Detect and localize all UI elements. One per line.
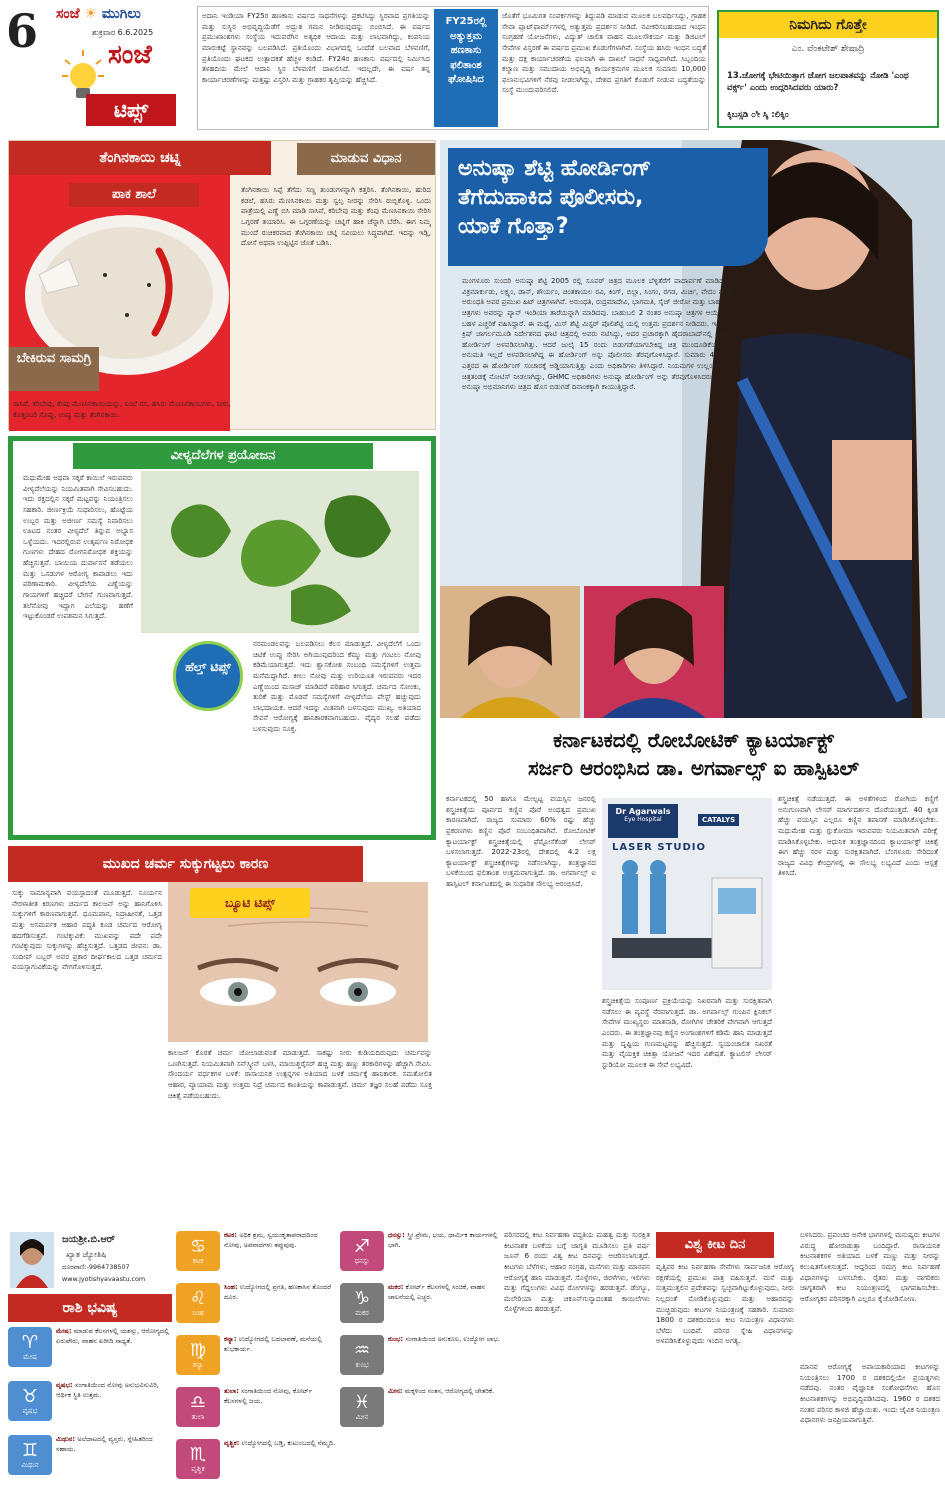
chutney-section	[8, 140, 436, 430]
astrologer-box	[8, 1230, 174, 1290]
zodiac-name: ವೃಶ್ಚಿಕ	[191, 1464, 205, 1473]
rasi-body: ಮಕ್ಕಳಿಂದ ಸಂತಸ, ಆರೋಗ್ಯದಲ್ಲಿ ಚೇತರಿಕೆ.	[404, 1387, 495, 1395]
rasi-text	[224, 1283, 336, 1331]
chutney-method: ತೆಂಗಿನಕಾಯಿ ಸಿಪ್ಪೆ ತೆಗೆದು ಸಣ್ಣ ತುಂಡುಗಳನ್ನಾಗಿ ಕತ್ತರಿಸಿ. ತೆಂಗಿನಕಾಯಿ, ಹುರಿದ ಕಡಲೆ, ಹಸಿರು ಮೆಣಸಿನಕಾಯಿ ಮತ್ತು ಸ್ವಲ್ಪ ನೀರನ್ನು ಸೇರಿಸಿ ರುಬ್ಬಿಕೊಳ್ಳಿ. ಒಂದು ಪಾತ್ರೆಯಲ್ಲಿ ಎಣ್ಣೆ ಬಿಸಿ ಮಾಡಿ ಸಾಸಿವೆ, ಕರಿಬೇವು ಮತ್ತು ಕೆಂಪು ಮೆಣಸಿನಕಾಯಿ ಸೇರಿಸಿ ಒಗ್ಗರಣೆ ತಯಾರಿಸಿ. ಈ ಒಗ್ಗರಣೆಯನ್ನು ಚಟ್ನಿಗೆ ಹಾಕಿ ಚೆನ್ನಾಗಿ ಬೆರೆಸಿ. ಈಗ ನಿಮ್ಮ ಮುಂದೆ ರುಚಿಕರವಾದ ತೆಂಗಿನಕಾಯಿ ಚಟ್ನಿ ಸವಿಯಲು ಸಿದ್ಧವಾಗಿದೆ. ಇದನ್ನು ಇಡ್ಲಿ, ದೋಸೆ ಅಥವಾ ಉಪ್ಪಿಟ್ಟಿನ ಜೊತೆ ಬಡಿಸಿ.	[241, 185, 431, 248]
quiz-box	[717, 10, 939, 128]
zodiac-name: ಮೀನ	[355, 1412, 369, 1421]
zodiac-name: ವೃಷಭ	[22, 1406, 38, 1415]
zodiac-icon	[176, 1439, 220, 1479]
anushka-section	[440, 140, 945, 718]
zodiac-name: ತುಲಾ	[191, 1412, 205, 1421]
rasi-label: ಮಿಥುನ:	[56, 1435, 78, 1443]
astrologer-photo	[10, 1232, 54, 1288]
zodiac-glyph: ♎	[189, 1391, 207, 1413]
betel-title: ವೀಳ್ಯದೆಲೆಗಳ ಪ್ರಯೋಜನ	[73, 443, 373, 469]
pest-section	[504, 1230, 945, 1491]
astrologer-name: ಜಯಶ್ರೀ.ಬಿ.ಆರ್	[62, 1234, 115, 1245]
laser-studio-label: LASER STUDIO	[612, 842, 706, 853]
rasi-label: ಮೇಷ:	[56, 1327, 74, 1335]
zodiac-name: ಮಿಥುನ	[21, 1460, 39, 1469]
rasi-item	[176, 1230, 338, 1280]
zodiac-icon	[8, 1327, 52, 1367]
chutney-ingredients: ಸಾಸಿವೆ, ಕರಿಬೇವು, ಕೆಂಪು ಮೆಣಸಿನಕಾಯಿಯನ್ನು, ನಿಂಬೆ ರಸ, ಹಸಿರು ಮೆಣಸಿನಕಾಯಿಗಳು, ನೀರು, ಕೊತ್ತಂಬರಿ ಸೊಪ್ಪು, ಉಪ್ಪು ಮತ್ತು ತೆಂಗಿನಕಾಯಿ.	[13, 399, 231, 419]
skin-title: ಮುಖದ ಚರ್ಮ ಸುಕ್ಕುಗಟ್ಟಲು ಕಾರಣ	[8, 846, 363, 882]
quiz-answer: ಕ್ಕಿಬಸ್ಸಡಿ ೦ೀ ಸ್ಕಿ :ಲಿಕ್ಕಿಂ	[727, 110, 789, 120]
rasi-text	[56, 1327, 172, 1377]
rasi-body: ಉದ್ಯೋಗದಲ್ಲಿ ಬದಲಾವಣೆ, ಮನೆಯಲ್ಲಿ ಶುಭಕಾರ್ಯ.	[224, 1335, 322, 1353]
rasi-label: ಕುಂಭ:	[388, 1335, 406, 1343]
rasi-label: ಧನಸ್ಸು:	[388, 1231, 408, 1239]
pest-title: ವಿಶ್ವ ಕೀಟ ದಿನ	[656, 1232, 774, 1258]
rasi-text	[388, 1283, 500, 1331]
rasi-body: ಕೋರ್ಟ್ ಕೆಲಸಗಳಲ್ಲಿ ಸಂಚಿಕೆ, ವಾಹನ ಚಾಲನೆಯಲ್ಲಿ ಎಚ್ಚರ.	[388, 1283, 486, 1301]
agarwal-col2: ಶಸ್ತ್ರಚಿಕಿತ್ಸೆಯ ಸಂಪೂರ್ಣ ಪ್ರಕ್ರಿಯೆಯನ್ನು ನಿಖರವಾಗಿ ಮತ್ತು ಸುರಕ್ಷಿತವಾಗಿ ನಡೆಸಲು ಈ ವ್ಯವಸ್ಥೆ ನೆರವಾಗುತ್ತದೆ. ಡಾ. ಅಗರ್ವಾಲ್ಸ್ ಗುಂಪಿನ ಕ್ಲಿನಿಕಲ್ ಸೇವೆಗಳ ಮುಖ್ಯಸ್ಥರು ಮಾತನಾಡಿ, ರೋಗಿಗಳ ಚೇತರಿಕೆ ವೇಗವಾಗಿ ಆಗುತ್ತದೆ ಎಂದರು. ಈ ತಂತ್ರಜ್ಞಾನವು ಕಣ್ಣಿನ ಅಂಗಾಂಶಗಳಿಗೆ ಕಡಿಮೆ ಹಾನಿ ಮಾಡುತ್ತದೆ ಮತ್ತು ದೃಷ್ಟಿಯ ಗುಣಮಟ್ಟವನ್ನು ಹೆಚ್ಚಿಸುತ್ತದೆ. ಸ್ವಯಂಚಾಲಿತ ನಿಖರತೆ ಮತ್ತು ವೈಯಕ್ತಿಕ ಚಿಕಿತ್ಸಾ ಯೋಜನೆ ಇದರ ವಿಶೇಷತೆ. ಕ್ಯಾಟಲಿಸ್ ಲೇಸರ್ ಸ್ಟುಡಿಯೋ ಮೂಲಕ ಈ ಸೇವೆ ಲಭ್ಯವಿದೆ.	[602, 996, 772, 1069]
rasi-item	[8, 1380, 174, 1432]
agarwal-headline	[446, 726, 941, 782]
rasi-text	[388, 1335, 500, 1383]
kitchen-label: ಪಾಕ ಶಾಲೆ	[69, 183, 199, 207]
ingredients-label: ಬೇಕಿರುವ ಸಾಮಗ್ರಿ	[9, 347, 99, 391]
zodiac-glyph: ♒	[353, 1339, 371, 1361]
zodiac-icon	[340, 1335, 384, 1375]
zodiac-glyph: ♈	[21, 1331, 39, 1353]
rasi-body: ಉದ್ಯೋಗದಲ್ಲಿ ಪ್ರಗತಿ, ಹಣಕಾಸಿನ ತೊಂದರೆ ದೂರ.	[224, 1283, 331, 1301]
rasi-body: ಮಾಡುವ ಕೆಲಸಗಳಲ್ಲಿ ಯಶಸ್ಸು, ಆರೋಗ್ಯದಲ್ಲಿ ಏರುಪೇರು, ವಾಹನ ಖರೀದಿ ಸಾಧ್ಯತೆ.	[56, 1327, 170, 1345]
sun-icon: ☀	[84, 6, 98, 22]
zodiac-icon	[176, 1387, 220, 1427]
paper-name: ಸಂಜೆ ☀ ಮುಗಿಲು	[56, 6, 141, 22]
rasi-item	[340, 1386, 502, 1436]
rasi-heading: ರಾಶಿ ಭವಿಷ್ಯ	[8, 1294, 172, 1322]
method-tag: ಮಾಡುವ ವಿಧಾನ	[297, 143, 435, 175]
agarwal-photo	[602, 798, 772, 990]
zodiac-glyph: ♑	[353, 1287, 371, 1309]
anushka-headline-line2: ತೆಗೆದುಹಾಕಿದ ಪೊಲೀಸರು,	[458, 185, 644, 211]
zodiac-icon	[176, 1335, 220, 1375]
zodiac-icon	[8, 1381, 52, 1421]
agarwal-col1: ಕರ್ನಾಟಕದಲ್ಲಿ 50 ಹಾಗೂ ಮೇಲ್ಪಟ್ಟ ವಯಸ್ಸಿನ ಜನರಲ್ಲಿ ಶಸ್ತ್ರಚಿಕಿತ್ಸೆಯ ಪೂರ್ವದ ಕಣ್ಣಿನ ಪೊರೆ ಅಂಧತ್ವದ ಪ್ರಮುಖ ಕಾರಣವಾಗಿದೆ. ರಾಜ್ಯದ ಸುಮಾರು 60% ರಷ್ಟು ಹೆಚ್ಚು ಪ್ರಕರಣಗಳು ಕಣ್ಣಿನ ಪೊರೆ ಸಂಬಂಧಿತವಾಗಿವೆ. ರೋಬೋಟಿಕ್ ಕ್ಯಾಟರ್ಯಾಕ್ಟ್ ಶಸ್ತ್ರಚಿಕಿತ್ಸೆಯಲ್ಲಿ ಫೆಮ್ಟೋಸೆಕೆಂಡ್ ಲೇಸರ್ ಬಳಸಲಾಗುತ್ತದೆ. 2022-23ರಲ್ಲಿ ದೇಶದಲ್ಲಿ 4.2 ಲಕ್ಷ ಕ್ಯಾಟರ್ಯಾಕ್ಟ್ ಶಸ್ತ್ರಚಿಕಿತ್ಸೆಗಳನ್ನು ನಡೆಸಲಾಗಿದ್ದು, ತಂತ್ರಜ್ಞಾನದ ಬಳಕೆಯಿಂದ ಫಲಿತಾಂಶ ಉತ್ತಮವಾಗುತ್ತಿದೆ. ಡಾ. ಅಗರ್ವಾಲ್ಸ್ ಐ ಹಾಸ್ಪಿಟಲ್ ಕರ್ನಾಟಕದಲ್ಲಿ ಈ ಸುಧಾರಿತ ಸೌಲಭ್ಯ ಆರಂಭಿಸಿದೆ.	[446, 794, 596, 889]
zodiac-name: ಕಟಕ	[192, 1256, 204, 1265]
rasi-item	[8, 1434, 174, 1486]
top-story-headline: FY25ರಲ್ಲಿ ಅತ್ಯುತ್ತಮ ಹಣಕಾಸು ಫಲಿತಾಂಶ ಘೋಷಿಸಿದ	[434, 9, 498, 127]
zodiac-name: ಕುಂಭ	[355, 1360, 369, 1369]
anushka-headline-line3: ಯಾಕೆ ಗೊತ್ತಾ?	[458, 214, 569, 240]
rasi-body: ಸ್ತ್ರೀ ಪ್ರೇಮ, ಭಯ, ಧಾರ್ಮಿಕ ಕಾರ್ಯಗಳಲ್ಲಿ ಭಾಗಿ.	[388, 1231, 498, 1249]
zodiac-icon	[340, 1387, 384, 1427]
rasi-body: ಅಲೆದಾಟದಲ್ಲಿ ವ್ಯಸ್ತರು, ಸ್ನೇಹಿತರಿಂದ ಸಹಾಯ.	[56, 1435, 153, 1453]
zodiac-glyph: ♊	[21, 1439, 39, 1461]
rasi-item	[176, 1386, 338, 1436]
chutney-tag: ತೆಂಗಿನಕಾಯಿ ಚಟ್ನಿ	[9, 141, 271, 175]
rasi-label: ವೃಷಭ:	[56, 1381, 75, 1389]
rasi-body: ಸಂಗಾತಿಯಿಂದ ಅನುಕೂಲ, ಉದ್ಯೋಗ ಲಾಭ.	[405, 1335, 500, 1343]
anushka-headline	[448, 148, 768, 266]
betel-right-text: ನರಮಂಡಲವನ್ನು ಬಲಪಡಿಸಲು ಕೆಲಸ ಮಾಡುತ್ತದೆ. ವೀಳ್ಯದೆಲೆಗೆ ಒಂದು ಚಿಟಿಕೆ ಉಪ್ಪು ಸೇರಿಸಿ ಅಗಿಯುವುದರಿಂದ ಕೆಮ್ಮು ಮತ್ತು ಗಂಟಲು ನೋವು ಕಡಿಮೆಯಾಗುತ್ತದೆ. ಇದು ಶ್ವಾಸಕೋಶ ಸಂಬಂಧಿ ಸಮಸ್ಯೆಗಳಿಗೆ ಉತ್ತಮ ಮನೆಮದ್ದಾಗಿದೆ. ಕೀಲು ನೋವು ಮತ್ತು ಉರಿಯೂತ ಇರುವವರು ಇದರ ಎಣ್ಣೆಯಿಂದ ಮಸಾಜ್ ಮಾಡಿದರೆ ಪರಿಹಾರ ಸಿಗುತ್ತದೆ. ಚರ್ಮದ ಸೋಂಕು, ತುರಿಕೆ ಮತ್ತು ಮೊಡವೆ ಸಮಸ್ಯೆಗಳಿಗೆ ವೀಳ್ಯದೆಲೆಯ ಪೇಸ್ಟ್ ಹಚ್ಚುವುದು ಲಾಭದಾಯಕ. ಆದರೆ ಇದನ್ನು ಮಿತವಾಗಿ ಬಳಸುವುದು ಮುಖ್ಯ. ಅತಿಯಾದ ಸೇವನೆ ಆರೋಗ್ಯಕ್ಕೆ ಹಾನಿಕಾರಕವಾಗಬಹುದು. ವೈದ್ಯರ ಸಲಹೆ ಪಡೆದು ಬಳಸುವುದು ಸೂಕ್ತ.	[253, 639, 421, 734]
agarwal-col3: ಶಸ್ತ್ರಚಿಕಿತ್ಸೆ ನಡೆಯುತ್ತದೆ. ಈ ಅಳತೆಗಳಿಂದ ರೋಗಿಯ ಕಣ್ಣಿಗೆ ಅನುಗುಣವಾಗಿ ಲೇಸರ್ ಮಾರ್ಗದರ್ಶನ ದೊರೆಯುತ್ತದೆ. 40 ಕ್ಕಿಂತ ಹೆಚ್ಚು ವಯಸ್ಸಿನ ಎಲ್ಲರೂ ಕಣ್ಣಿನ ತಪಾಸಣೆ ಮಾಡಿಸಿಕೊಳ್ಳಬೇಕು. ಮಧುಮೇಹ ಮತ್ತು ಗ್ಲುಕೋಮಾ ಇರುವವರು ನಿಯಮಿತವಾಗಿ ಪರೀಕ್ಷೆ ಮಾಡಿಸಿಕೊಳ್ಳಬೇಕು. ಆಧುನಿಕ ತಂತ್ರಜ್ಞಾನದಿಂದ ಕ್ಯಾಟರ್ಯಾಕ್ಟ್ ಚಿಕಿತ್ಸೆ ಈಗ ಹೆಚ್ಚು ಸರಳ ಮತ್ತು ಸುರಕ್ಷಿತವಾಗಿದೆ. ಬೆಂಗಳೂರು ಸೇರಿದಂತೆ ರಾಜ್ಯದ ವಿವಿಧ ಕೇಂದ್ರಗಳಲ್ಲಿ ಈ ಸೌಲಭ್ಯ ಲಭ್ಯವಿದೆ ಎಂದು ಆಸ್ಪತ್ರೆ ತಿಳಿಸಿದೆ.	[778, 794, 938, 878]
rasi-body: ಉದ್ಯೋಗದಲ್ಲಿ ಬಡ್ತಿ, ಕುಟುಂಬದಲ್ಲಿ ನೆಮ್ಮದಿ.	[241, 1439, 336, 1447]
astrologer-phone: ದೂರವಾಣಿ:-9964738507	[62, 1263, 130, 1271]
rasi-text	[56, 1435, 172, 1485]
zodiac-name: ಸಿಂಹ	[192, 1308, 204, 1317]
anushka-photo-2	[440, 586, 580, 718]
top-story	[197, 6, 709, 130]
agarwal-headline-line1: ಕರ್ನಾಟಕದಲ್ಲಿ ರೋಬೋಟಿಕ್ ಕ್ಯಾಟರ್ಯಾಕ್ಟ್	[553, 728, 834, 752]
rasi-text	[224, 1387, 336, 1435]
zodiac-glyph: ♍	[189, 1339, 207, 1361]
pest-col3: ಬಳಸಿದರು. ಪ್ರಪಂಚದ ಅನೇಕ ಭಾಗಗಳಲ್ಲಿ ಮನುಷ್ಯರು ಕೀಟಗಳ ವಿರುದ್ಧ ಹೋರಾಡುತ್ತಾ ಬಂದಿದ್ದಾರೆ. ರಾಸಾಯನಿಕ ಕೀಟನಾಶಕಗಳ ಅತಿಯಾದ ಬಳಕೆ ಮಣ್ಣು ಮತ್ತು ನೀರನ್ನು ಕಲುಷಿತಗೊಳಿಸುತ್ತದೆ. ಆದ್ದರಿಂದ ಸಮಗ್ರ ಕೀಟ ನಿರ್ವಹಣೆ ವಿಧಾನಗಳನ್ನು ಬಳಸಬೇಕು. ರೈತರು ಮತ್ತು ನಾಗರಿಕರು ಜಾಗೃತರಾಗಿ ಕೀಟ ನಿಯಂತ್ರಣದಲ್ಲಿ ಭಾಗವಹಿಸಬೇಕು. ಆರೋಗ್ಯಕರ ಪರಿಸರಕ್ಕಾಗಿ ಎಲ್ಲರೂ ಕೈಜೋಡಿಸೋಣ.	[800, 1230, 940, 1303]
anushka-headline-line1: ಅನುಷ್ಕಾ ಶೆಟ್ಟಿ ಹೋರ್ಡಿಂಗ್	[458, 156, 652, 181]
rasi-body: ಸಂಗಾತಿಯಿಂದ ನೋವು, ಕೋರ್ಟ್ ಕೆಲಸಗಳಲ್ಲಿ ಜಯ.	[224, 1387, 313, 1405]
chutney-photo	[9, 175, 230, 431]
zodiac-name: ಕನ್ಯಾ	[192, 1360, 204, 1369]
skin-left-text: ಸುಕ್ಕು ಸಾಮಾನ್ಯವಾಗಿ ವಯಸ್ಸಾದಂತೆ ಮೂಡುತ್ತದೆ. ಸೂರ್ಯನ ನೇರಳಾತೀತ ಕಿರಣಗಳು ಚರ್ಮದ ಕಾಲಜನ್ ಅನ್ನು ಹಾನಿಗೊಳಿಸಿ ಸುಕ್ಕುಗಳಿಗೆ ಕಾರಣವಾಗುತ್ತವೆ. ಧೂಮಪಾನ, ನಿದ್ರಾಹೀನತೆ, ಒತ್ತಡ ಮತ್ತು ಅಸಮರ್ಪಕ ಆಹಾರ ಪದ್ಧತಿ ಕೂಡ ಚರ್ಮದ ಆರೋಗ್ಯ ಹದಗೆಡಿಸುತ್ತವೆ. ಗಂಟಿಕ್ಕುವಿಕೆ: ಮುಖವನ್ನು ಪದೇ ಪದೇ ಗಂಟಿಕ್ಕುವುದು ಸುಕ್ಕುಗಳನ್ನು ಹೆಚ್ಚಿಸುತ್ತದೆ. ಒತ್ತಡದ ಜೀವನ: ಡಾ. ಸಂದೀಪ್ ಬಬ್ಬರ್ ಅವರ ಪ್ರಕಾರ ದೀರ್ಘಕಾಲದ ಒತ್ತಡ ಚರ್ಮದ ವಯಸ್ಸಾಗುವಿಕೆಯನ್ನು ವೇಗಗೊಳಿಸುತ್ತದೆ.	[12, 888, 162, 972]
astrologer-site: www.jyotishyavaastu.com	[62, 1275, 146, 1283]
zodiac-icon	[176, 1283, 220, 1323]
rasi-item	[8, 1326, 174, 1378]
pest-col4: ಮಾನವ ಆರೋಗ್ಯಕ್ಕೆ ಅಪಾಯಕಾರಿಯಾದ ಕೀಟಗಳನ್ನು ನಿಯಂತ್ರಿಸಲು 1700 ರ ದಶಕದಲ್ಲಿಯೇ ಪ್ರಯತ್ನಗಳು ನಡೆದವು. ನಂತರ ವೈಜ್ಞಾನಿಕ ಸಂಶೋಧನೆಗಳು ಹೊಸ ಕೀಟನಾಶಕಗಳನ್ನು ಅಭಿವೃದ್ಧಿಪಡಿಸಿದವು. 1960 ರ ದಶಕದ ನಂತರ ಪರಿಸರ ಕಾಳಜಿ ಹೆಚ್ಚಾಯಿತು. ಇಂದು ಜೈವಿಕ ನಿಯಂತ್ರಣ ವಿಧಾನಗಳು ಜನಪ್ರಿಯವಾಗುತ್ತಿವೆ.	[800, 1362, 940, 1425]
rasi-label: ಸಿಂಹ:	[224, 1283, 240, 1291]
quiz-author: ಎಂ. ವೆಂಕಟೇಶ್ ಶೇಷಾದ್ರಿ	[791, 44, 865, 54]
skin-section	[8, 846, 436, 1224]
rasi-label: ಮಕರ:	[388, 1283, 406, 1291]
agarwal-section	[440, 724, 945, 1224]
health-badge: ಹೆಲ್ತ್ ಟಿಪ್ಸ್	[173, 641, 243, 711]
rasi-label: ಮೀನ:	[388, 1387, 405, 1395]
beauty-badge: ಬ್ಯೂಟಿ ಟಿಪ್ಸ್	[190, 888, 310, 918]
rasi-text	[224, 1231, 336, 1279]
section-title-bottom: ಟಿಪ್ಸ್	[86, 94, 176, 126]
zodiac-icon	[8, 1435, 52, 1475]
rasi-item	[340, 1334, 502, 1384]
section-title-top: ಸಂಜೆ	[108, 40, 152, 70]
rasi-label: ಕಟಕ:	[224, 1231, 240, 1239]
quiz-title: ನಿಮಗಿದು ಗೊತ್ತೇ	[719, 12, 937, 38]
page-number: 6	[6, 4, 39, 58]
rasi-body: ಅಧಿಕ ಶ್ರಮ, ಸ್ವಯಂಕೃತಾಪರಾಧದಿಂದ ನೋವು, ಅಪವಾದಗಳು ತಪ್ಪುವುವು.	[224, 1231, 318, 1249]
zodiac-glyph: ♌	[189, 1287, 207, 1309]
masthead	[0, 0, 195, 132]
rasi-label: ಕನ್ಯಾ:	[224, 1335, 239, 1343]
anushka-photo-3	[584, 586, 724, 718]
studio-partner: CATALYS	[698, 814, 739, 826]
betel-left-text: ಮಧುಮೇಹ ಅಥವಾ ಸಕ್ಕರೆ ಕಾಯಿಲೆ ಇರುವವರು ವೀಳ್ಯದೆಲೆಯನ್ನು ನಿಯಮಿತವಾಗಿ ಸೇವಿಸಬಹುದು. ಇದು ರಕ್ತದಲ್ಲಿನ ಸಕ್ಕರೆ ಮಟ್ಟವನ್ನು ನಿಯಂತ್ರಿಸಲು ಸಹಕಾರಿ. ಜೀರ್ಣಕ್ರಿಯೆ ಸುಧಾರಿಸಲು, ಹೊಟ್ಟೆಯ ಉಬ್ಬರ ಮತ್ತು ಅಜೀರ್ಣ ಸಮಸ್ಯೆ ನಿವಾರಿಸಲು ಊಟದ ನಂತರ ವೀಳ್ಯದೆಲೆ ತಿನ್ನುವ ಅಭ್ಯಾಸ ಒಳ್ಳೆಯದು. ಇದರಲ್ಲಿರುವ ಉತ್ಕರ್ಷಣ ನಿರೋಧಕ ಗುಣಗಳು ದೇಹದ ರೋಗನಿರೋಧಕ ಶಕ್ತಿಯನ್ನು ಹೆಚ್ಚಿಸುತ್ತವೆ. ಬಾಯಿಯ ದುರ್ವಾಸನೆ ತಡೆಯಲು ಮತ್ತು ಒಸಡುಗಳ ಆರೋಗ್ಯ ಕಾಪಾಡಲು ಇದು ಪರಿಣಾಮಕಾರಿ. ವೀಳ್ಯದೆಲೆಯ ಎಣ್ಣೆಯನ್ನು ಗಾಯಗಳಿಗೆ ಹಚ್ಚಿದರೆ ಬೇಗನೆ ಗುಣವಾಗುತ್ತದೆ. ತಲೆನೋವು ಇದ್ದಾಗ ಎಲೆಯನ್ನು ಹಣೆಗೆ ಇಟ್ಟುಕೊಂಡರೆ ಉಪಶಮನ ಸಿಗುತ್ತದೆ.	[23, 473, 133, 621]
rasi-item	[176, 1334, 338, 1384]
zodiac-name: ಮೇಷ	[23, 1352, 37, 1361]
betel-photo	[141, 471, 419, 633]
zodiac-glyph: ♐	[353, 1235, 371, 1257]
rasi-item	[340, 1282, 502, 1332]
zodiac-glyph: ♋	[189, 1235, 207, 1257]
agarwal-headline-line2: ಸರ್ಜರಿ ಆರಂಭಿಸಿದ ಡಾ. ಅಗರ್ವಾಲ್ಸ್ ಐ ಹಾಸ್ಪಿಟಲ್	[528, 756, 859, 780]
pest-col2: ವೃತ್ತಿಪರ ಕೀಟ ನಿರ್ವಹಣಾ ಸೇವೆಗಳು ಸಾರ್ವಜನಿಕ ಆರೋಗ್ಯ ರಕ್ಷಣೆಯಲ್ಲಿ ಪ್ರಮುಖ ಪಾತ್ರ ವಹಿಸುತ್ತವೆ. ಮನೆ ಮತ್ತು ಸುತ್ತಮುತ್ತಲಿನ ಪ್ರದೇಶವನ್ನು ಸ್ವಚ್ಛವಾಗಿಟ್ಟುಕೊಳ್ಳುವುದು, ನೀರು ನಿಲ್ಲದಂತೆ ನೋಡಿಕೊಳ್ಳುವುದು ಮತ್ತು ಆಹಾರವನ್ನು ಮುಚ್ಚಿಡುವುದು ಕೀಟಗಳ ನಿಯಂತ್ರಣಕ್ಕೆ ಸಹಕಾರಿ. ಸುಮಾರು 1800 ರ ದಶಕದಿಂದಲೂ ಕೀಟ ನಿಯಂತ್ರಣ ವಿಧಾನಗಳು ಬೆಳೆದು ಬಂದಿವೆ. ಪರಿಸರ ಸ್ನೇಹಿ ವಿಧಾನಗಳನ್ನು ಅಳವಡಿಸಿಕೊಳ್ಳುವುದು ಇಂದಿನ ಅಗತ್ಯ.	[656, 1262, 794, 1346]
zodiac-glyph: ♉	[21, 1385, 39, 1407]
rasi-item	[340, 1230, 502, 1280]
top-story-col1: ಅದಾನಿ ಇಂಡಿಯಾ FY25ರ ಹಣಕಾಸು ವರ್ಷದ ಸಾಧನೆಗಳನ್ನು ಪ್ರಕಟಿಸಿದ್ದು ಸ್ಥಿರವಾದ ಪ್ರಗತಿಯನ್ನು ಮತ್ತು ಸುಸ್ಥಿರ ಅಭಿವೃದ್ಧಿಯೆಡೆಗೆ ಅದ್ಭುತ ಗಮನ ನೀಡಿರುವುದನ್ನು ಬಿಂಬಿಸಿದೆ. ಈ ವರ್ಷದ ಪ್ರಮುಖಾಂಶಗಳು ಸಂಸ್ಥೆಯ ಇದುವರೆಗಿನ ಅತ್ಯಧಿಕ ಆದಾಯ ಮತ್ತು ಲಾಭವಾಗಿದ್ದು, ಕಂಪನಿಯ ಮಾರುಕಟ್ಟೆ ಸ್ಥಾನವನ್ನು ಬಲಪಡಿಸಿದೆ. ಪ್ರತಿಯೊಂದು ವಿಭಾಗದಲ್ಲಿ ಒಂದೆಡೆ ಬಲವಾದ ಬೆಳವಣಿಗೆ, ಪ್ರತಿಯೊಂದು ಘಟಕದ ಉತ್ಪಾದಕತೆ ಹೆಚ್ಚಳ ಕಂಡಿದೆ. FY24ರ ಹಣಕಾಸು ವರ್ಷದಲ್ಲಿ ನಿರ್ಮಿಸಿದ ತಳಹದಿಯ ಮೇಲೆ ಆದಾನಿ ಸ್ಥಿರ ಬೆಳವಣಿಗೆ ದಾಖಲಿಸಿದೆ. ಇದಲ್ಲದೇ, ಈ ವರ್ಷ ತನ್ನ ಕಾರ್ಯಾಚರಣೆಗಳನ್ನು ಮತ್ತಷ್ಟು ವಿಸ್ತರಿಸಿ ಮತ್ತು ಗ್ರಾಹಕರ ತೃಪ್ತಿಯನ್ನು ಹೆಚ್ಚಿಸಿದೆ.	[202, 11, 430, 84]
zodiac-icon	[176, 1231, 220, 1271]
zodiac-glyph: ♏	[189, 1443, 207, 1465]
zodiac-name: ಧನಸ್ಸು	[354, 1256, 370, 1265]
rasi-label: ತುಲಾ:	[224, 1387, 242, 1395]
rasi-text	[388, 1231, 500, 1279]
zodiac-icon	[340, 1283, 384, 1323]
rasi-label: ವೃಶ್ಚಿಕ:	[224, 1439, 242, 1447]
rasi-text	[56, 1381, 172, 1431]
rasi-text	[224, 1335, 336, 1383]
rasi-text	[224, 1439, 336, 1487]
quiz-question: 13.ಜೋಗಕ್ಕೆ ಭೇಟಿಯಿತ್ತಾಗ ಜೋಗ ಜಲಪಾತವನ್ನು ನೋಡಿ 'ಎಂಥ ವರ್ಕ್ಸ್' ಎಂದು ಉದ್ಗರಿಸಿದವರು ಯಾರು?	[727, 71, 909, 94]
zodiac-name: ಮಕರ	[355, 1308, 369, 1317]
zodiac-icon	[340, 1231, 384, 1271]
astrologer-title: ಖ್ಯಾತ ಜ್ಯೋತಿಷಿ	[66, 1250, 107, 1259]
pest-col1: ಪರಿಸರದಲ್ಲಿ ಕೀಟ ನಿರ್ವಹಣಾ ಪದ್ಧತಿಯ ಮಹತ್ವ ಮತ್ತು ಸುರಕ್ಷಿತ ಕೀಟನಾಶಕ ಬಳಕೆಯ ಬಗ್ಗೆ ಜಾಗೃತಿ ಮೂಡಿಸಲು ಪ್ರತಿ ವರ್ಷ ಜೂನ್ 6 ರಂದು ವಿಶ್ವ ಕೀಟ ದಿನವನ್ನು ಆಚರಿಸಲಾಗುತ್ತದೆ. ಕೀಟಗಳು ಬೆಳೆಗಳು, ಆಹಾರ ಸಂಗ್ರಹ, ಮನೆಗಳು ಮತ್ತು ಮಾನವನ ಆರೋಗ್ಯಕ್ಕೆ ಹಾನಿ ಮಾಡುತ್ತವೆ. ಸೊಳ್ಳೆಗಳು, ಜಿರಳೆಗಳು, ಇಲಿಗಳು ಮತ್ತು ಗೆದ್ದಲುಗಳು ವಿವಿಧ ರೋಗಗಳನ್ನು ಹರಡುತ್ತವೆ. ಡೆಂಗ್ಯೂ, ಮಲೇರಿಯಾ ಮತ್ತು ಚಿಕೂನ್‌ಗುನ್ಯಾದಂತಹ ಕಾಯಿಲೆಗಳು ಸೊಳ್ಳೆಗಳಿಂದ ಹರಡುತ್ತವೆ.	[504, 1230, 650, 1314]
rasi-item	[176, 1282, 338, 1332]
agarwal-logo: Dr Agarwals Eye Hospital	[608, 804, 678, 838]
rasi-body: ಸಂಗಾತಿಯಿಂದ ನೋವು ಅನುಭವಿಸುವಿರಿ, ಆರ್ಥಿಕ ಸ್ಥಿತಿ ಉತ್ತಮ.	[56, 1381, 159, 1399]
skin-right-text: ಕಾಲಜನ್ ಕೊರತೆ ಚರ್ಮ ಜೋಲಾಡುವಂತೆ ಮಾಡುತ್ತದೆ. ಸಾಕಷ್ಟು ನೀರು ಕುಡಿಯದಿರುವುದು ಚರ್ಮವನ್ನು ಒಣಗಿಸುತ್ತದೆ. ನಿಯಮಿತವಾಗಿ ಸನ್‌ಸ್ಕ್ರೀನ್ ಬಳಸಿ, ಮಾಯಿಶ್ಚರೈಸರ್ ಹಚ್ಚಿ ಮತ್ತು ಹಣ್ಣು ತರಕಾರಿಗಳನ್ನು ಹೆಚ್ಚಾಗಿ ಸೇವಿಸಿ. ಸೌಂದರ್ಯ ವರ್ಧಕಗಳ ಬಳಕೆ: ರಾಸಾಯನಿಕ ಉತ್ಪನ್ನಗಳ ಅತಿಯಾದ ಬಳಕೆ ಚರ್ಮಕ್ಕೆ ಹಾನಿಕಾರಕ. ಸಮತೋಲಿತ ಆಹಾರ, ವ್ಯಾಯಾಮ ಮತ್ತು ಉತ್ತಮ ನಿದ್ರೆ ಚರ್ಮದ ಕಾಂತಿಯನ್ನು ಕಾಪಾಡುತ್ತವೆ. ಚರ್ಮ ತಜ್ಞರ ಸಲಹೆ ಪಡೆದು ಸೂಕ್ತ ಚಿಕಿತ್ಸೆ ಪಡೆಯಬಹುದು.	[168, 1048, 432, 1100]
zodiac-glyph: ♓	[353, 1391, 371, 1413]
issue-date: ಶುಕ್ರವಾರ 6.6.2025	[92, 28, 154, 37]
top-story-col2: ಜೊತೆಗೆ ಭೂಮಿಗತ ಸಂಪರ್ಕಗಳನ್ನು ತಿದ್ದುಪಡಿ ಮಾಡುವ ಮೂಲಕ ಬಲವರ್ಧಿಸಿದ್ದು, ಗ್ರಾಹಕ ಸೇವಾ ಪ್ಲಾಟ್‌ಫಾರ್ಮ್‌ಗಳಲ್ಲಿ ಅತ್ಯುತ್ತಮ ಪ್ರದರ್ಶನ ನೀಡಿದೆ. ನವೀಕರಿಸಬಹುದಾದ ಇಂಧನ ಸಂಗ್ರಹಣೆ ಯೋಜನೆಗಳು, ವಿದ್ಯುತ್ ಚಾಲಿತ ವಾಹನ ಮೂಲಸೌಕರ್ಯ ಮತ್ತು ಡಿಜಿಟಲ್ ಸೇವೆಗಳ ವಿಸ್ತರಣೆ ಈ ವರ್ಷದ ಪ್ರಮುಖ ಕೊಡುಗೆಗಳಾಗಿವೆ. ಸಂಸ್ಥೆಯ ಹಸಿರು ಇಂಧನ ಬದ್ಧತೆ ಮತ್ತು ದಕ್ಷ ಕಾರ್ಯಾಚರಣೆಯ ಫಲವಾಗಿ ಈ ದಾಖಲೆ ಸಾಧನೆ ಸಾಧ್ಯವಾಗಿದೆ. ಸಿಬ್ಬಂದಿಯ ಕಲ್ಯಾಣ ಮತ್ತು ಸಮುದಾಯ ಅಭಿವೃದ್ಧಿ ಕಾರ್ಯಕ್ರಮಗಳ ಮೂಲಕ ಸುಮಾರು 10,000 ಫಲಾನುಭವಿಗಳಿಗೆ ನೆರವು ನೀಡಲಾಗಿದ್ದು, ದೇಶದ ಪ್ರಗತಿಗೆ ಕೊಡುಗೆ ನೀಡುವ ಬದ್ಧತೆಯನ್ನು ಸಂಸ್ಥೆ ಮುಂದುವರಿಸಲಿದೆ.	[502, 11, 706, 95]
betel-section	[8, 436, 436, 840]
rasi-item	[176, 1438, 338, 1488]
rasi-text	[388, 1387, 500, 1435]
anushka-body: ಮಂಗಳೂರು ಸುಂದರಿ ಅನುಷ್ಕಾ ಶೆಟ್ಟಿ 2005 ರಲ್ಲಿ ಸೂಪರ್ ಚಿತ್ರದ ಮೂಲಕ ಬೆಳ್ಳಿತೆರೆಗೆ ಪಾದಾರ್ಪಣೆ ಮಾಡಿದರು. ವಿಕ್ರಮಾರ್ಕುಡು, ಲಕ್ಷ್ಯಂ, ಡಾನ್, ಶೌರ್ಯಂ, ಚಿಂತಕಾಯಲ ರವಿ, ಕಿಂಗ್, ಬಿಲ್ಲಾ, ಸಿಂಗಂ, ರಗಡ, ಮಿರ್ಚಿ, ವೇದಂ ಮತ್ತು ಅರುಂಧತಿ ಅವರ ಪ್ರಮುಖ ಹಿಟ್ ಚಿತ್ರಗಳಾಗಿವೆ. ಅರುಂಧತಿ, ರುದ್ರಮಾದೇವಿ, ಭಾಗಮತಿ, ಸೈಜ್ ಜೀರೋ ಮತ್ತು ಬಾಹುಬಲಿ ಚಿತ್ರಗಳು ಅವರನ್ನು ಪ್ಯಾನ್ ಇಂಡಿಯಾ ತಾರೆಯನ್ನಾಗಿ ಮಾಡಿದವು. ಬಾಹುಬಲಿ 2 ನಂತರ ಅನುಷ್ಕಾ ಚಿತ್ರಗಳ ಆಯ್ಕೆಯಲ್ಲಿ ಬಹಳ ಎಚ್ಚರಿಕೆ ವಹಿಸಿದ್ದಾರೆ. ಈ ಮಧ್ಯೆ, ಮಿಸ್ ಶೆಟ್ಟಿ ಮಿಸ್ಟರ್ ಪೊಲಿಶೆಟ್ಟಿ ಯಲ್ಲಿ ಉತ್ತಮ ಪ್ರದರ್ಶನ ನೀಡಿದರು. ಇತ್ತೀಚೆಗೆ ಕ್ರಿಷ್ ಜಾಗರ್ಲಮೂಡಿ ನಿರ್ದೇಶನದ ಘಾಟಿ ಚಿತ್ರದಲ್ಲಿ ಅವರು ನಟಿಸಿದ್ದು, ಅದರ ಪ್ರಚಾರಕ್ಕಾಗಿ ಹೈದರಾಬಾದ್‌ನಲ್ಲಿ ಬೃಹತ್ ಹೋರ್ಡಿಂಗ್ ಅಳವಡಿಸಲಾಗಿತ್ತು. ಆದರೆ ಜುಲೈ 15 ರಂದು ಬಿಡುಗಡೆಯಾಗಬೇಕಿದ್ದ ಚಿತ್ರ ಮುಂದೂಡಿಕೆಯಾಗಿದೆ. ಅನುಮತಿ ಇಲ್ಲದೆ ಅಳವಡಿಸಲಾಗಿದ್ದ ಈ ಹೋರ್ಡಿಂಗ್ ಅನ್ನು ಪೊಲೀಸರು ತೆರವುಗೊಳಿಸಿದ್ದಾರೆ. ಸುಮಾರು 40 ಅಡಿ ಎತ್ತರದ ಈ ಹೋರ್ಡಿಂಗ್ ಸಂಚಾರಕ್ಕೆ ಅಡ್ಡಿಯಾಗುತ್ತಿತ್ತು ಎಂದು ಅಧಿಕಾರಿಗಳು ತಿಳಿಸಿದ್ದಾರೆ. ನಿಯಮಗಳ ಉಲ್ಲಂಘನೆಗಾಗಿ ಚಿತ್ರತಂಡಕ್ಕೆ ನೋಟಿಸ್ ನೀಡಲಾಗಿದ್ದು, GHMC ಅಧಿಕಾರಿಗಳು ಅನುಷ್ಕಾ ಹೋರ್ಡಿಂಗ್ ಅನ್ನು ತೆರವುಗೊಳಿಸಿದರು. ಇದೀಗ ಅನುಷ್ಕಾ ಅಭಿಮಾನಿಗಳು ಚಿತ್ರದ ಹೊಸ ಬಿಡುಗಡೆ ದಿನಾಂಕಕ್ಕಾಗಿ ಕಾಯುತ್ತಿದ್ದಾರೆ.	[462, 276, 732, 392]
